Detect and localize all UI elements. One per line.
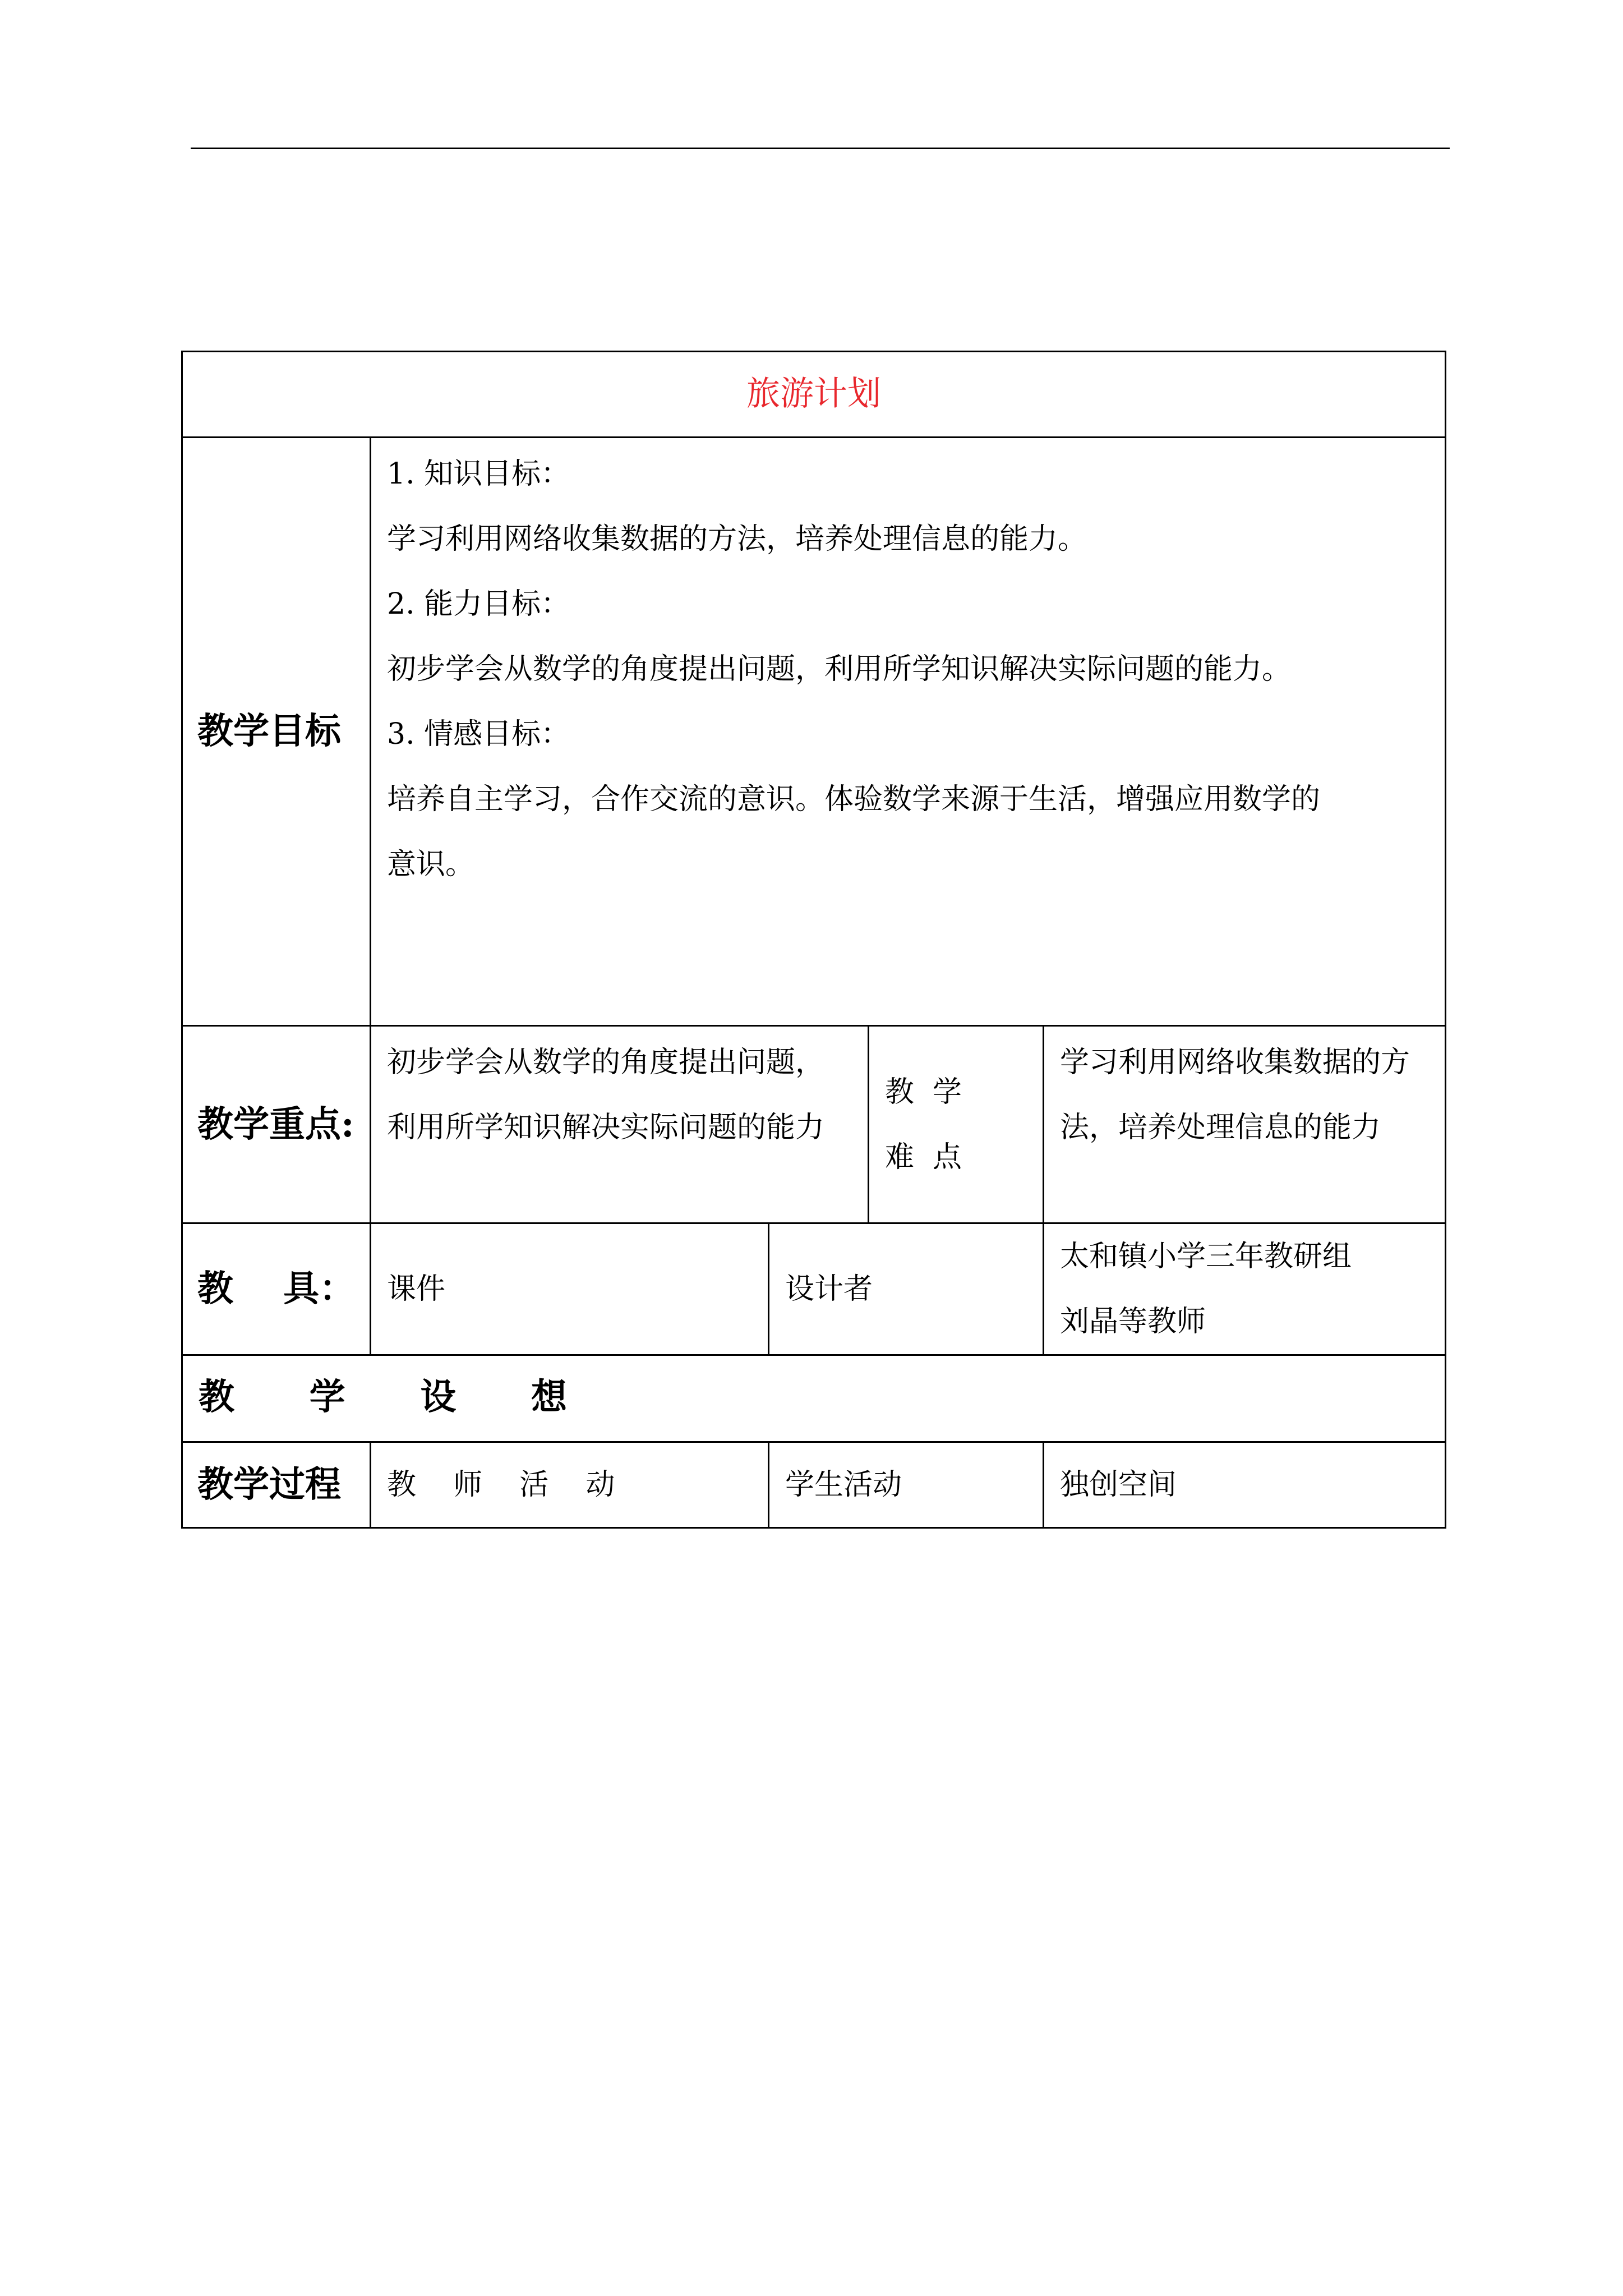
goal-line: 2. 能力目标：	[387, 587, 570, 621]
goal-line: 3. 情感目标：	[387, 717, 570, 751]
keypoints-label: 教学重点:	[182, 1026, 371, 1223]
document-title: 旅游计划	[746, 374, 882, 413]
designer-line: 刘晶等教师	[1060, 1305, 1206, 1338]
header-rule	[191, 148, 1450, 149]
tools-row	[182, 1223, 1446, 1355]
difficulty-label-line1: 教 学	[885, 1075, 962, 1109]
goals-label: 教学目标	[182, 438, 371, 1026]
goal-line: 意识。	[387, 848, 475, 881]
process-row	[182, 1442, 1446, 1528]
goal-line: 培养自主学习，合作交流的意识。体验数学来源于生活，增强应用数学的	[387, 783, 1321, 816]
idea-row	[182, 1355, 1446, 1442]
keypoints-content: 初步学会从数学的角度提出问题，利用所学知识解决实际问题的能力	[371, 1026, 869, 1223]
process-label: 教学过程	[182, 1442, 371, 1528]
teacher-activity: 教 师 活 动	[371, 1442, 769, 1528]
designer-value	[1044, 1223, 1446, 1355]
tools-label: 教 具：	[182, 1223, 371, 1355]
title-cell	[182, 352, 1446, 438]
goal-line: 学习利用网络收集数据的方法，培养处理信息的能力。	[387, 522, 1087, 556]
student-activity: 学生活动	[769, 1442, 1044, 1528]
goal-line: 初步学会从数学的角度提出问题，利用所学知识解决实际问题的能力。	[387, 652, 1292, 686]
keypoints-row	[182, 1026, 1446, 1223]
creative-space: 独创空间	[1044, 1442, 1446, 1528]
goals-content	[371, 438, 1446, 1026]
goals-row	[182, 438, 1446, 1026]
lesson-plan-table	[181, 351, 1446, 1529]
idea-label: 教 学 设 想	[199, 1376, 568, 1418]
designer-line: 太和镇小学三年教研组	[1060, 1240, 1352, 1273]
designer-label: 设计者	[769, 1223, 1044, 1355]
difficulty-content: 学习利用网络收集数据的方法，培养处理信息的能力	[1044, 1026, 1446, 1223]
goal-line: 1. 知识目标：	[387, 457, 570, 491]
tools-value: 课件	[371, 1223, 769, 1355]
difficulty-label	[869, 1026, 1044, 1223]
title-row	[182, 352, 1446, 438]
idea-cell	[182, 1355, 1446, 1442]
difficulty-label-line2: 难 点	[885, 1140, 962, 1174]
